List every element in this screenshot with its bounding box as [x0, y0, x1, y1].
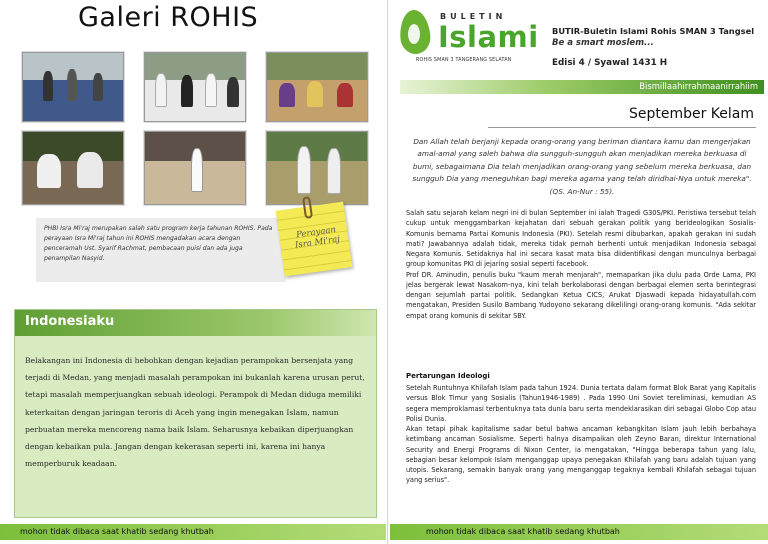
gallery-photo[interactable] [22, 52, 124, 122]
article-body [406, 208, 756, 321]
gallery-caption: PHBI Isra Mi'raj merupakan salah satu program kerja tahunan ROHIS. Pada perayaan Isra Mi'raj tahun ini ROHIS mengadakan acara dengan penceramah Ust. Syarif Rachmat, pembacaan puisi dan ada juga penampilan Nasyid. [36, 218, 286, 282]
indonesiaku-header [15, 310, 376, 336]
body-paragraph: Salah satu sejarah kelam negri ini di bulan September ini ialah Tragedi G30S/PKI. Peristiwa tersebut telah cukup untuk menggambarkan kejahatan dari sebuah gerakan politik yang berideologikan Sosialis-Komunis bernama Partai Komunis Indonesia (PKI). Setelah resmi dibubarkan, apakah gerakan ini sudah mati? Jawabannya adalah tidak, mereka tidak pernah berhenti untuk menjadikan Indonesia sebagai Negara Komunis. Setidaknya hal ini secara kasat mata bisa diidentifikasi dengan munculnya berbagai group komunitas PKI di jejaring sosial seperti facebook. [406, 209, 756, 269]
logo-buletin: BULETIN [440, 12, 507, 21]
indonesiaku-text: Belakangan ini Indonesia di hebohkan dengan kejadian perampokan bersenjata yang terjadi di Medan, yang menjadi masalah perampokan ini bukanlah karena urusan perut, tetapi masalah memperjuangkan sebuah ideologi. Perampok di Medan diduga memiliki keterkaitan dengan jaringan teroris di Aceh yang ingin menegakan Islam, namun perbuatan mereka mencoreng nama baik Islam. Seharusnya kebaikan diperjuangkan dengan kebaikan pula. Jangan dengan kekerasan seperti ini, karena ini hanya memperburuk keadaan. [25, 356, 365, 469]
drop-logo-highlight [408, 24, 420, 44]
bismillah-text: Bismillaahirrahmaanirrahiim [639, 81, 758, 91]
gallery-photo[interactable] [266, 52, 368, 122]
gallery-photo[interactable] [144, 131, 246, 205]
body-paragraph: Setelah Runtuhnya Khilafah Islam pada tahun 1924. Dunia tertata dalam format Blok Barat yang Kapitalis versus Blok Timur yang Sosialis (Tahun1946-1989) . Pada 1990 Uni Soviet tereliminasi, kemudian AS segera memproklamasi terbentuknya tata dunia baru serta mendeklarasikan diri sebagai Globo Cop atau Polisi Dunia. [406, 384, 756, 423]
tagline: Be a smart moslem... [552, 38, 654, 48]
gallery-title: Galeri ROHIS [78, 2, 259, 33]
edition: Edisi 4 / Syawal 1431 H [552, 58, 668, 68]
article-body-2 [406, 383, 756, 486]
sticky-note-text: Perayaan Isra Mi'raj [294, 224, 341, 251]
logo-islami: Islami [438, 20, 539, 54]
body-paragraph: Akan tetapi pihak kapitalisme sadar betul bahwa ancaman kebangkitan Islam jauh lebih berbahaya ketimbang ancaman Sosialisme. Seperti halnya disampaikan oleh Zeyno Baran, direktur International Security and Energi Programs di Nixon Center, ia mengatakan, "Hingga beberapa tahun yang lalu, sebagian besar kelompok Islam menganggap upaya penegakan Khilafah yang baru adalah tujuan yang utopis. Sekarang, semakin banyak orang yang menganggap tegaknya kembali Khilafah sebagai tujuan yang serius". [406, 425, 756, 485]
logo-subtitle: ROHIS SMAN 3 TANGERANG SELATAN [416, 58, 512, 63]
title-divider [488, 127, 756, 128]
footer-left: mohon tidak dibaca saat khatib sedang khutbah [0, 524, 386, 540]
gallery-photo[interactable] [22, 131, 124, 205]
quran-quote: Dan Allah telah berjanji kepada orang-orang yang beriman diantara kamu dan mengerjakan amal-amal yang saleh bahwa dia sungguh-sungguh akan menjadikan mereka berkuasa di bumi, sebagaimana Dia telah menjadikan orang-orang yang sebelum mereka berkuasa, dan sungguh Dia yang meneguhkan bagi mereka agama yang telah diridhai-Nya untuk mereka". (QS. An-Nur : 55). [412, 137, 752, 196]
sticky-note [276, 202, 353, 277]
butir-desc: -Buletin Islami Rohis SMAN 3 Tangsel [580, 26, 755, 36]
section-subhead: Pertarungan Ideologi [406, 372, 490, 380]
gallery-photo[interactable] [144, 52, 246, 122]
butir-label: BUTIR [552, 26, 581, 36]
gallery-photo[interactable] [266, 131, 368, 205]
bismillah-bar [400, 80, 764, 94]
right-page [388, 0, 768, 544]
indonesiaku-title: Indonesiaku [25, 314, 115, 329]
body-paragraph: Prof DR. Aminudin, penulis buku "kaum merah menjarah", memaparkan jika dulu pada Orde Lama, PKI jelas bergerak lewat Nasakom-nya, kini telah berkolaborasi dengan berbagai elemen serta berintegrasi dengan sejumlah partai politik. Sedangkan Ketua CICS, Arukat Djaswadi kepada hidayatullah.com mengatakan, Presiden Susilo Bambang Yudoyono sekarang dikelilingi orang-orang komunis. "Ada sekitar empat orang komunis di sekitar SBY. [406, 270, 756, 320]
indonesiaku-section [14, 309, 377, 518]
article-title: September Kelam [628, 106, 754, 122]
footer-right: mohon tidak dibaca saat khatib sedang khutbah [390, 524, 768, 540]
butir-line [552, 26, 754, 36]
